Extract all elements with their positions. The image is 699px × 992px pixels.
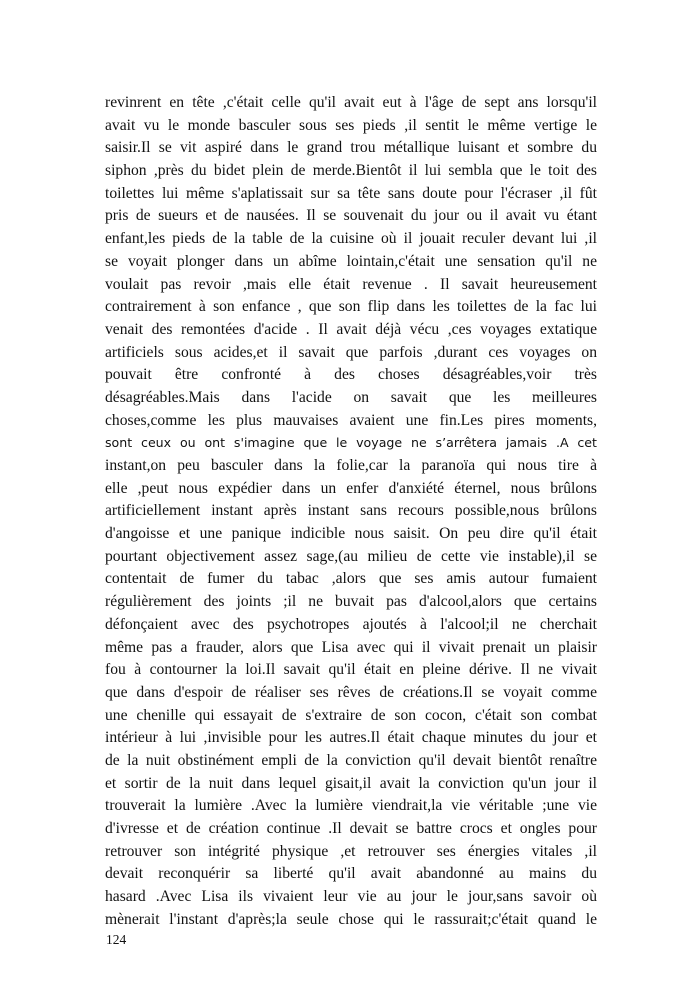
text-line: revinrent en tête ,c'était celle qu'il avait eut à l'âge de sept ans lorsqu'il: [105, 94, 597, 111]
text-line: régulièrement des joints ;il ne buvait pas d'alcool,alors que certains: [105, 593, 597, 611]
text-line: avait vu le monde basculer sous ses pieds ,il sentit le même vertige le: [105, 116, 597, 134]
text-line: hasard .Avec Lisa ils vivaient leur vie au jour le jour,sans savoir où: [105, 888, 597, 906]
text-line: enfant,les pieds de la table de la cuisine où il jouait reculer devant lui ,il: [105, 230, 597, 248]
text-line: pouvait être confronté à des choses désagréables,voir très: [105, 366, 597, 384]
text-line: même pas a frauder, alors que Lisa avec qui il vivait prenait un plaisir: [105, 638, 597, 656]
text-line: saisir.Il se vit aspiré dans le grand trou métallique luisant et sombre du: [105, 139, 597, 157]
text-line: défonçaient avec des psychotropes ajoutés à l'alcool;il ne cherchait: [105, 615, 597, 633]
text-line: artificiellement instant après instant sans recours possible,nous brûlons: [105, 502, 597, 520]
text-line: instant,on peu basculer dans la folie,car la paranoïa qui nous tire à: [105, 457, 597, 474]
text-line: désagréables.Mais dans l'acide on savait que les meilleures: [105, 388, 597, 406]
text-line: sont ceux ou ont s'imagine que le voyage ne s’arrêtera jamais .A cet: [105, 435, 597, 451]
text-line: pourtant objectivement assez sage,(au milieu de cette vie instable),il se: [105, 547, 597, 565]
text-line: venait des remontées d'acide . Il avait déjà vécu ,ces voyages extatique: [105, 320, 597, 338]
text-line: que dans d'espoir de réaliser ses rêves de créations.Il se voyait comme: [105, 683, 597, 701]
text-line: contentait de fumer du tabac ,alors que ses amis autour fumaient: [105, 570, 597, 588]
text-line: se voyait plonger dans un abîme lointain,c'était une sensation qu'il ne: [105, 252, 597, 270]
text-line: et sortir de la nuit dans lequel gisait,il avait la conviction qu'un jour il: [105, 774, 597, 792]
text-line: contrairement à son enfance , que son flip dans les toilettes de la fac lui: [105, 298, 597, 316]
text-line: devait reconquérir sa liberté qu'il avait abandonné au mains du: [105, 865, 597, 883]
text-line: choses,comme les plus mauvaises avaient une fin.Les pires moments,: [105, 411, 597, 429]
text-line: d'ivresse et de création continue .Il devait se battre crocs et ongles pour: [105, 820, 597, 837]
text-line: retrouver son intégrité physique ,et retrouver ses énergies vitales ,il: [105, 842, 597, 860]
text-line: mènerait l'instant d'après;la seule chose qui le rassurait;c'était quand le: [105, 910, 597, 928]
text-line: de la nuit obstinément empli de la conviction qu'il devait bientôt renaître: [105, 751, 597, 769]
text-line: fou à contourner la loi.Il savait qu'il était en pleine dérive. Il ne vivait: [105, 661, 597, 679]
text-line: une chenille qui essayait de s'extraire de son cocon, c'était son combat: [105, 706, 597, 724]
text-line: artificiels sous acides,et il savait que parfois ,durant ces voyages on: [105, 343, 597, 361]
text-line: voulait pas revoir ,mais elle était revenue . Il savait heureusement: [105, 275, 597, 293]
text-line: d'angoisse et une panique indicible nous saisit. On peu dire qu'il était: [105, 525, 597, 543]
text-line: pris de sueurs et de nausées. Il se souvenait du jour ou il avait vu étant: [105, 207, 597, 225]
text-line: toilettes lui même s'aplatissait sur sa tête sans doute pour l'écraser ,il fût: [105, 184, 597, 202]
text-line: intérieur à lui ,invisible pour les autres.Il était chaque minutes du jour et: [105, 729, 597, 747]
text-line: siphon ,près du bidet plein de merde.Bientôt il lui sembla que le toit des: [105, 162, 597, 180]
body-text: [105, 92, 597, 931]
page-number: 124: [106, 932, 127, 947]
text-line: elle ,peut nous expédier dans un enfer d'anxiété éternel, nous brûlons: [105, 479, 597, 497]
text-line: trouverait la lumière .Avec la lumière viendrait,la vie véritable ;une vie: [105, 797, 597, 815]
